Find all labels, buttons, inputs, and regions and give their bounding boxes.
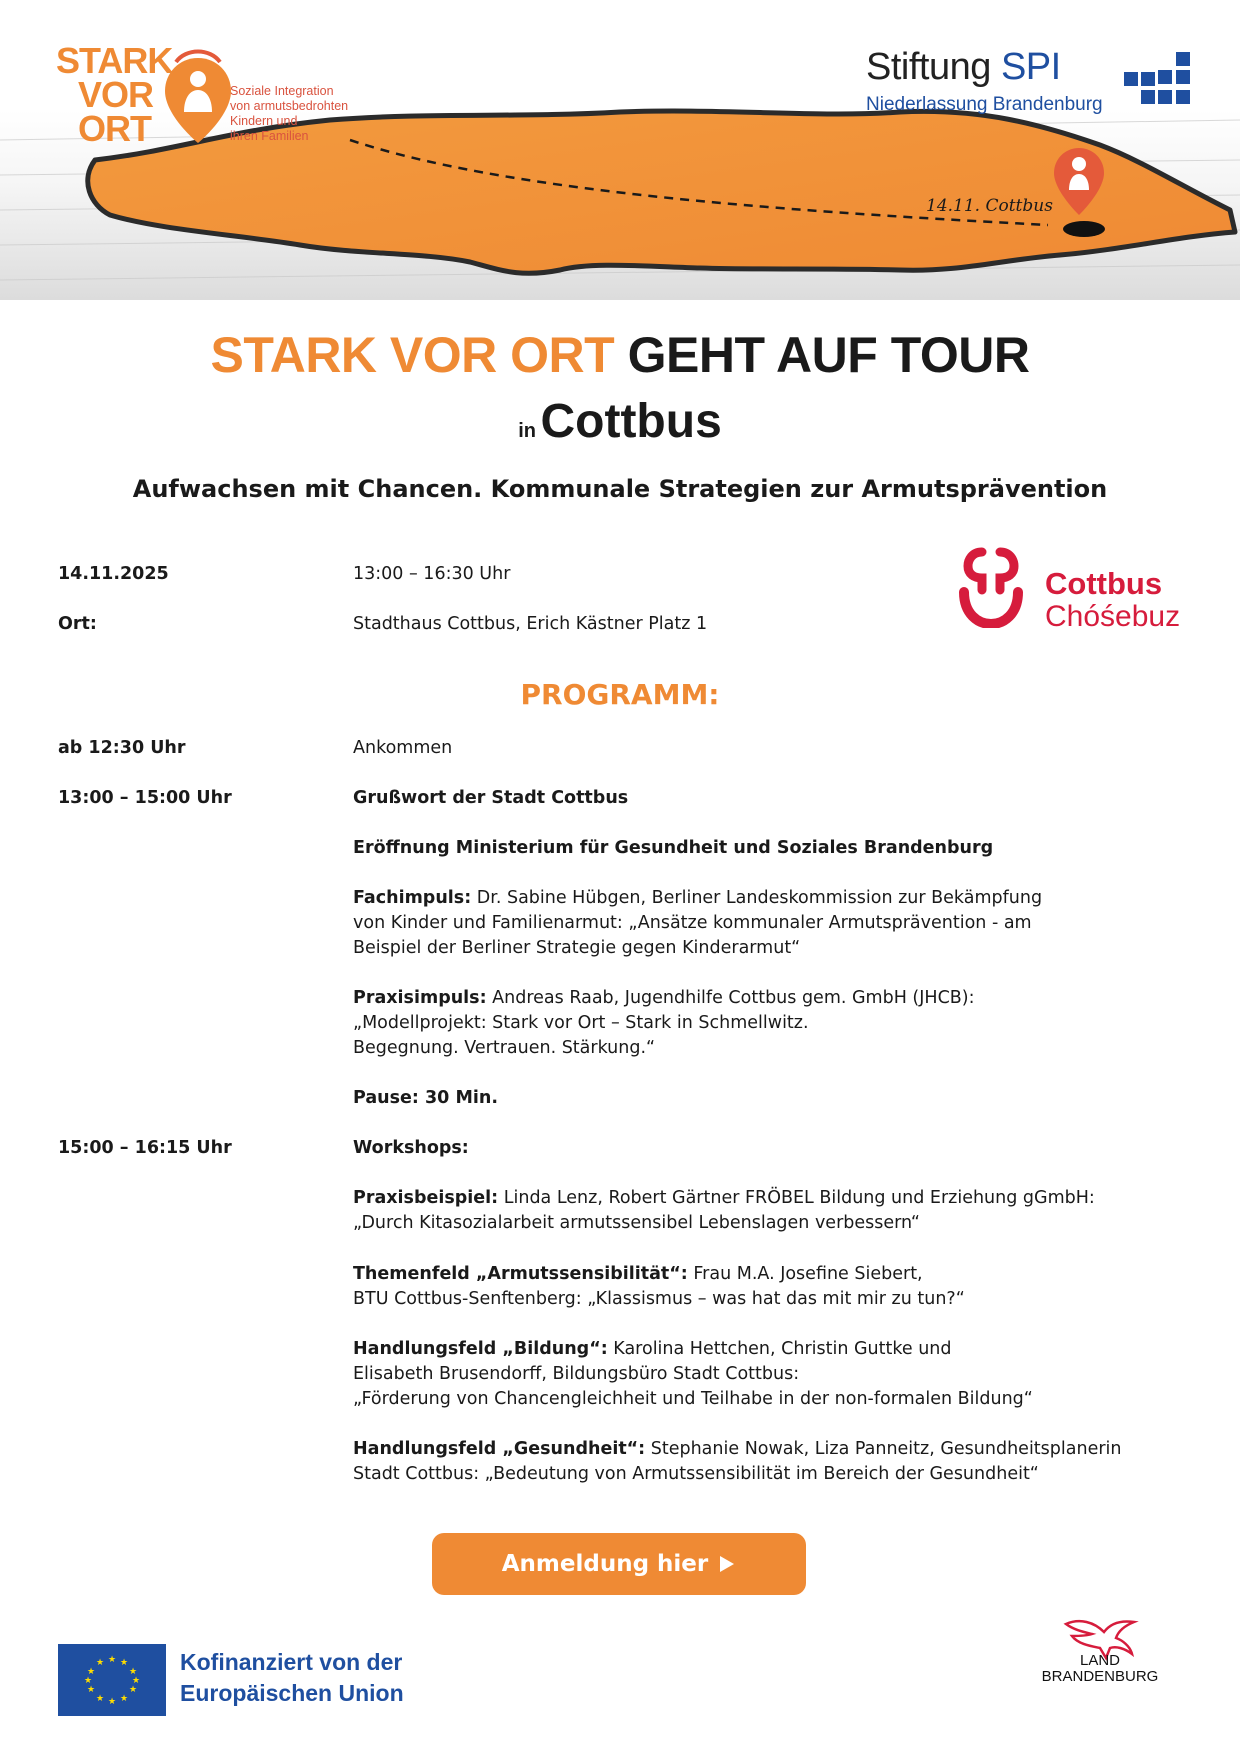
cottbus-logo-text: Cottbus bbox=[1045, 566, 1163, 601]
page-subtitle bbox=[0, 394, 1240, 449]
map-date-label: 14.11. Cottbus bbox=[926, 196, 1053, 216]
eu-flag bbox=[58, 1644, 166, 1716]
praxis-text: Andreas Raab, Jugendhilfe Cottbus gem. GmbH (JHCB): bbox=[486, 988, 975, 1008]
tagline-line: Kindern und bbox=[230, 114, 298, 128]
fach-line: Beispiel der Berliner Strategie gegen Kinderarmut“ bbox=[353, 938, 801, 958]
subtitle-city: Cottbus bbox=[540, 395, 722, 448]
subtitle-in: in bbox=[518, 420, 537, 442]
program-item-workshops: Workshops: bbox=[353, 1138, 469, 1158]
title-orange: STARK VOR ORT bbox=[210, 327, 615, 383]
spi-prefix: Stiftung bbox=[866, 46, 991, 88]
tf-line bbox=[353, 1262, 1193, 1287]
eu-line: Europäischen Union bbox=[180, 1680, 404, 1706]
tagline-line: Soziale Integration bbox=[230, 84, 334, 98]
stiftung-spi-title bbox=[866, 46, 1061, 89]
land-line: LAND bbox=[1079, 1652, 1120, 1669]
hb-line bbox=[353, 1337, 1193, 1362]
svg-text:★: ★ bbox=[86, 1685, 96, 1695]
eu-flag-icon bbox=[58, 1644, 166, 1716]
svg-text:★: ★ bbox=[107, 1697, 117, 1707]
praxis-line: „Modellprojekt: Stark vor Ort – Stark in Schmellwitz. bbox=[353, 1013, 809, 1033]
play-arrow-icon bbox=[718, 1554, 736, 1574]
hg-line: Stadt Cottbus: „Bedeutung von Armutssensibilität im Bereich der Gesundheit“ bbox=[353, 1464, 1039, 1484]
stiftung-spi-subtitle: Niederlassung Brandenburg bbox=[866, 94, 1103, 115]
event-date: 14.11.2025 bbox=[58, 564, 169, 584]
pb-line bbox=[353, 1186, 1193, 1211]
program-item-arrival: Ankommen bbox=[353, 738, 453, 758]
event-place: Stadthaus Cottbus, Erich Kästner Platz 1 bbox=[353, 614, 708, 634]
fach-label: Fachimpuls: bbox=[353, 888, 472, 908]
svg-text:★: ★ bbox=[119, 1658, 129, 1668]
hb-label: Handlungsfeld „Bildung“: bbox=[353, 1339, 608, 1359]
hg-text: Stephanie Nowak, Liza Panneitz, Gesundheitsplanerin bbox=[645, 1439, 1122, 1459]
svg-text:★: ★ bbox=[95, 1694, 105, 1704]
svg-text:★: ★ bbox=[86, 1667, 96, 1677]
registration-button-label: Anmeldung hier bbox=[501, 1551, 709, 1577]
program-time-block2: 15:00 – 16:15 Uhr bbox=[58, 1138, 232, 1158]
logo-line-stark: STARK bbox=[56, 40, 173, 81]
program-item-themenfeld bbox=[353, 1262, 1193, 1312]
stark-vor-ort-tagline bbox=[230, 84, 348, 144]
hg-label: Handlungsfeld „Gesundheit“: bbox=[353, 1439, 646, 1459]
praxis-line: Begegnung. Vertrauen. Stärkung.“ bbox=[353, 1038, 656, 1058]
tagline-line: ihren Familien bbox=[230, 129, 309, 143]
hb-line: „Förderung von Chancengleichheit und Teilhabe in der non-formalen Bildung“ bbox=[353, 1389, 1033, 1409]
chosebuz-logo-text: Chóśebuz bbox=[1045, 600, 1181, 633]
cottbus-logo-mark bbox=[956, 544, 1026, 628]
program-item-pause: Pause: 30 Min. bbox=[353, 1088, 498, 1108]
title-black: GEHT AUF TOUR bbox=[627, 327, 1030, 383]
fach-line bbox=[353, 886, 1193, 911]
cottbus-logo-icon bbox=[956, 544, 1026, 628]
spi-name: SPI bbox=[1000, 46, 1061, 88]
logo-line-ort: ORT bbox=[78, 108, 151, 149]
svg-text:★: ★ bbox=[128, 1667, 138, 1677]
map-banner-graphic bbox=[0, 0, 1240, 300]
eu-cofunding-text bbox=[180, 1647, 404, 1709]
svg-text:★: ★ bbox=[107, 1655, 117, 1665]
stiftung-spi-logo-icon bbox=[1124, 52, 1190, 104]
svg-text:★: ★ bbox=[128, 1685, 138, 1695]
svg-text:★: ★ bbox=[119, 1694, 129, 1704]
program-item-fachimpuls bbox=[353, 886, 1193, 961]
program-item-bildung bbox=[353, 1337, 1193, 1412]
page-title bbox=[0, 326, 1240, 384]
program-item-gesundheit bbox=[353, 1437, 1193, 1487]
program-item-grusswort: Grußwort der Stadt Cottbus bbox=[353, 788, 629, 808]
svg-text:★: ★ bbox=[83, 1676, 93, 1686]
eu-line: Kofinanziert von der bbox=[180, 1649, 403, 1675]
hb-text: Karolina Hettchen, Christin Guttke und bbox=[607, 1339, 952, 1359]
event-place-label: Ort: bbox=[58, 614, 97, 634]
program-item-praxisimpuls bbox=[353, 986, 1193, 1061]
land-brandenburg-text bbox=[1040, 1653, 1160, 1685]
hb-line: Elisabeth Brusendorff, Bildungsbüro Stadt Cottbus: bbox=[353, 1364, 800, 1384]
program-time-block1: 13:00 – 15:00 Uhr bbox=[58, 788, 232, 808]
fach-line: von Kinder und Familienarmut: „Ansätze kommunaler Armutsprävention - am bbox=[353, 913, 1032, 933]
program-item-praxisbeispiel bbox=[353, 1186, 1193, 1236]
stark-vor-ort-logo bbox=[56, 40, 173, 149]
pb-label: Praxisbeispiel: bbox=[353, 1188, 499, 1208]
tf-label: Themenfeld „Armutssensibilität“: bbox=[353, 1264, 688, 1284]
praxis-line bbox=[353, 986, 1193, 1011]
program-time-arrival: ab 12:30 Uhr bbox=[58, 738, 186, 758]
svg-text:★: ★ bbox=[131, 1676, 141, 1686]
praxis-label: Praxisimpuls: bbox=[353, 988, 487, 1008]
event-time: 13:00 – 16:30 Uhr bbox=[353, 564, 511, 584]
fach-text: Dr. Sabine Hübgen, Berliner Landeskommission zur Bekämpfung bbox=[471, 888, 1043, 908]
tagline-line: von armutsbedrohten bbox=[230, 99, 349, 113]
tf-line: BTU Cottbus-Senftenberg: „Klassismus – was hat das mit mir zu tun?“ bbox=[353, 1289, 965, 1309]
pb-text: Linda Lenz, Robert Gärtner FRÖBEL Bildung und Erziehung gGmbH: bbox=[498, 1188, 1095, 1208]
event-tagline: Aufwachsen mit Chancen. Kommunale Strategien zur Armutsprävention bbox=[132, 475, 1108, 503]
hg-line bbox=[353, 1437, 1193, 1462]
land-line: BRANDENBURG bbox=[1041, 1668, 1159, 1685]
tf-text: Frau M.A. Josefine Siebert, bbox=[687, 1264, 923, 1284]
program-heading: PROGRAMM: bbox=[520, 678, 720, 711]
registration-button[interactable] bbox=[432, 1533, 806, 1595]
svg-text:★: ★ bbox=[95, 1658, 105, 1668]
logo-line-vor: VOR bbox=[78, 74, 154, 115]
pb-line: „Durch Kitasozialarbeit armutssensibel Lebenslagen verbessern“ bbox=[353, 1213, 920, 1233]
header-banner bbox=[0, 0, 1240, 300]
program-item-eroeffnung: Eröffnung Ministerium für Gesundheit und Soziales Brandenburg bbox=[353, 838, 994, 858]
